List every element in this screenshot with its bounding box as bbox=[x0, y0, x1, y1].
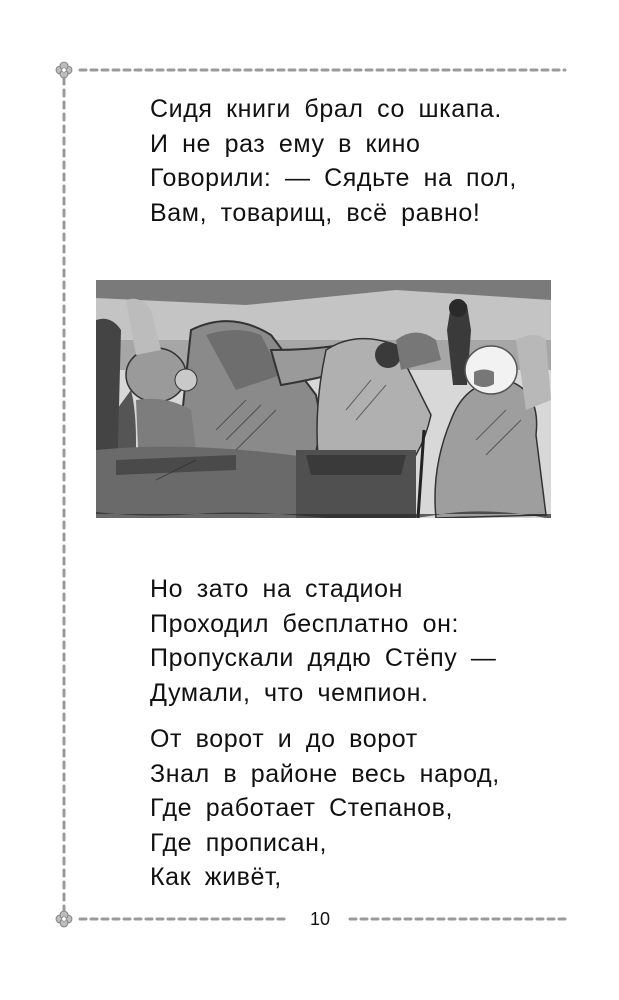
crowd-illustration bbox=[96, 280, 551, 518]
poem-line: Как живёт, bbox=[150, 863, 282, 891]
poem-line: Говорили: — Сядьте на пол, bbox=[150, 164, 517, 192]
stanza-3 bbox=[150, 722, 500, 895]
poem-line: Думали, что чемпион. bbox=[150, 678, 429, 707]
stanza-2 bbox=[150, 572, 497, 710]
page-number: 10 bbox=[309, 909, 331, 929]
flower-icon bbox=[56, 911, 72, 927]
poem-line: Вам, товарищ, всё равно! bbox=[150, 198, 481, 227]
poem-line: Знал в районе весь народ, bbox=[150, 759, 500, 788]
poem-line: Сидя книги брал со шкапа. bbox=[150, 95, 502, 123]
left-border-ornament bbox=[54, 70, 74, 920]
poem-line: Но зато на стадион bbox=[150, 575, 404, 603]
poem-line: Где прописан, bbox=[150, 828, 328, 857]
stanza-1 bbox=[150, 92, 517, 230]
poem-line: От ворот и до ворот bbox=[150, 725, 418, 753]
poem-line: И не раз ему в кино bbox=[150, 129, 421, 158]
top-border-ornament bbox=[50, 60, 570, 80]
poem-line: Проходил бесплатно он: bbox=[150, 609, 460, 638]
poem-line: Пропускали дядю Стёпу — bbox=[150, 644, 497, 672]
poem-line: Где работает Степанов, bbox=[150, 794, 454, 822]
